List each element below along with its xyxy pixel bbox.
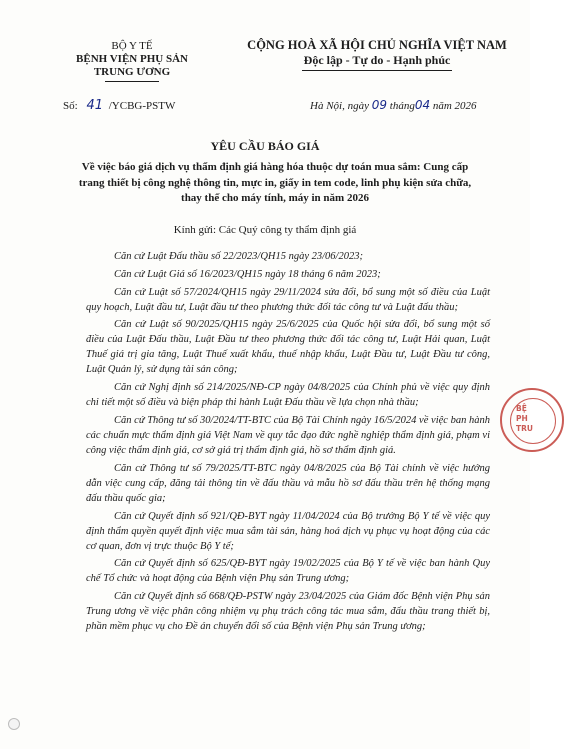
year-text: năm 2026 [432,100,477,112]
hospital-name-line2: TRUNG ƯƠNG [93,66,171,78]
country-name: CỘNG HOÀ XÃ HỘI CHỦ NGHĨA VIỆT NAM [247,38,507,52]
official-seal-icon [500,388,564,452]
month-handwritten: 04 [414,98,431,112]
month-label: tháng [389,100,415,112]
legal-basis-paragraph: Căn cứ Luật số 57/2024/QH15 ngày 29/11/2024 sửa đổi, bổ sung một số điều của Luật quy hoạch, Luật đầu tư, Luật đầu tư theo phương thức đối tác công tư và Luật đấu thầu; [86,286,490,313]
legal-basis-paragraph: Căn cứ Luật Giá số 16/2023/QH15 ngày 18 tháng 6 năm 2023; [114,268,381,280]
doc-number-prefix: Số: [63,100,78,112]
legal-basis-paragraph: Căn cứ Thông tư số 79/2025/TT-BTC ngày 04/8/2025 của Bộ Tài chính về việc hướng dẫn việc cung cấp, đăng tải thông tin về đấu thầu và mẫu hồ sơ đấu thầu trên hệ thống mạng đấu thầu quốc gia; [86,462,490,504]
legal-basis-paragraph: Căn cứ Quyết định số 625/QĐ-BYT ngày 19/02/2025 của Bộ Y tế về việc ban hành Quy chế Tổ chức và hoạt động của Bệnh viện Phụ sản Trung ương; [86,558,490,585]
document-title: YÊU CẦU BÁO GIÁ [210,139,320,153]
issuer-underline [105,81,159,82]
issuer-block [62,40,202,82]
motto: Độc lập - Tự do - Hạnh phúc [303,53,451,67]
ministry-name: BỘ Y TẾ [111,40,153,52]
seal-lettering: BỆ PH TRU [516,404,533,433]
doc-number-handwritten: 41 [86,98,103,113]
legal-basis-paragraph: Căn cứ Nghị định số 214/2025/NĐ-CP ngày 04/8/2025 của Chính phủ về việc quy định chi tiết một số điều và biện pháp thi hành Luật Đấu thầu về lựa chọn nhà thầu; [86,382,490,409]
hospital-name-line1: BỆNH VIỆN PHỤ SẢN [76,53,188,65]
recipient-line: Kính gửi: Các Quý công ty thẩm định giá [173,224,357,236]
document-subject: Về việc báo giá dịch vụ thẩm định giá hàng hóa thuộc dự toán mua sắm: Cung cấp trang thiết bị công nghệ thông tin, mực in, giấy in tem code, linh phụ kiện sửa chữa, thay thế cho máy tính, máy in năm 2026 [78,161,472,204]
doc-number-suffix: /YCBG-PSTW [108,100,176,112]
document-number [63,98,175,113]
punch-hole-icon [8,718,20,730]
day-handwritten: 09 [371,98,388,112]
legal-basis-list [86,249,490,637]
motto-underline [302,70,452,71]
place-label: Hà Nội, ngày [310,100,369,112]
legal-basis-paragraph: Căn cứ Luật Đấu thầu số 22/2023/QH15 ngày 23/06/2023; [114,251,363,262]
place-and-date [310,98,477,112]
legal-basis-paragraph: Căn cứ Luật số 90/2025/QH15 ngày 25/6/2025 của Quốc hội sửa đổi, bổ sung một số điều của Luật Đấu thầu, Luật Đầu tư theo phương thức đối tác công tư, Luật Hải quan, Luật Thuế giá trị gia tăng, Luật Thuế xuất khẩu, thuế nhập khẩu, Luật Đầu tư, Luật Đầu tư công, Luật Quản lý, sử dụng tài sản công; [86,319,490,376]
legal-basis-paragraph: Căn cứ Quyết định số 921/QĐ-BYT ngày 11/04/2024 của Bộ trưởng Bộ Y tế về việc quy định thẩm quyền quyết định việc mua sắm tài sản, hàng hoá dịch vụ phục vụ hoạt động của các cơ quan, đơn vị trực thuộc Bộ Y tế; [86,510,490,552]
legal-basis-paragraph: Căn cứ Quyết định số 668/QĐ-PSTW ngày 23/04/2025 của Giám đốc Bệnh viện Phụ sản Trung ương về việc phân công nhiệm vụ phụ trách công tác mua sắm, đấu thầu trang thiết bị, phần mềm phục vụ cho Đề án chuyển đổi số của Bệnh viện Phụ sản Trung ương; [86,591,490,633]
legal-basis-paragraph: Căn cứ Thông tư số 30/2024/TT-BTC của Bộ Tài Chính ngày 16/5/2024 về việc ban hành các chuẩn mực thẩm định giá Việt Nam về quy tắc đạo đức nghề nghiệp thẩm định giá, phạm vi công việc thẩm định giá, cơ sở giá trị thẩm định giá, hồ sơ thẩm định giá. [86,414,490,456]
national-motto-block [232,38,522,71]
